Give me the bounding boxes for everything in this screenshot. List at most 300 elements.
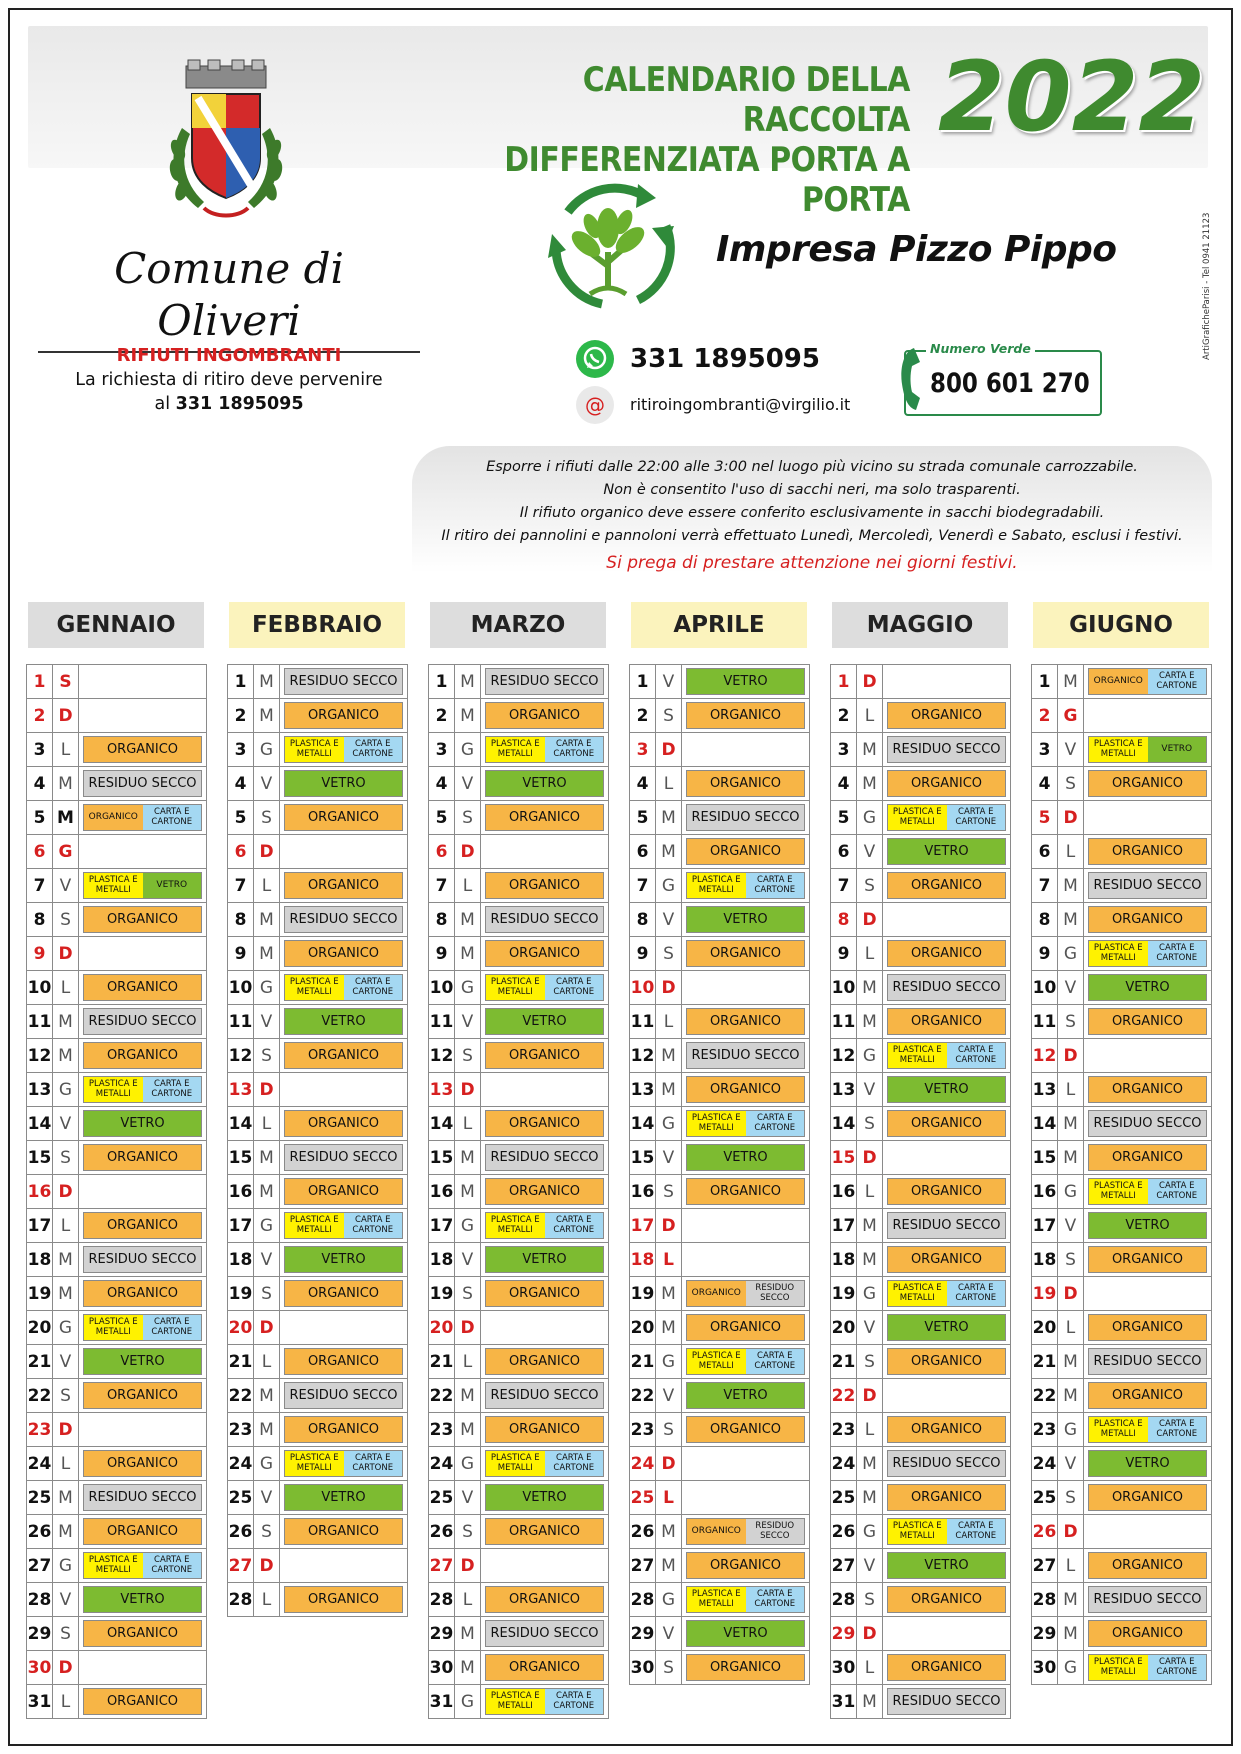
weekday-letter: M [857, 1005, 883, 1039]
collection-cell [883, 801, 1011, 835]
phone-number[interactable]: 331 1895095 [630, 344, 820, 374]
day-number: 17 [831, 1209, 857, 1243]
weekday-letter: S [254, 801, 280, 835]
collection-cell [1084, 1379, 1212, 1413]
day-number: 27 [1032, 1549, 1058, 1583]
waste-residuo-secco: RESIDUO SECCO [686, 1042, 805, 1069]
day-number: 13 [429, 1073, 455, 1107]
weekday-letter: M [254, 1141, 280, 1175]
waste-plastica-metalli: PLASTICA E METALLI [486, 1689, 545, 1714]
collection-cell [280, 1379, 408, 1413]
weekday-letter: L [254, 869, 280, 903]
waste-vetro: VETRO [686, 668, 805, 695]
weekday-letter: G [254, 1209, 280, 1243]
collection-cell [280, 937, 408, 971]
weekday-letter: L [1058, 835, 1084, 869]
collection-cell [682, 665, 810, 699]
weekday-letter: M [1058, 1583, 1084, 1617]
day-row [27, 1481, 207, 1515]
collection-cell [682, 699, 810, 733]
waste-organico: ORGANICO [887, 702, 1006, 729]
weekday-letter: M [656, 1515, 682, 1549]
collection-cell [79, 699, 207, 733]
waste-vetro: VETRO [887, 1552, 1006, 1579]
collection-cell [79, 903, 207, 937]
waste-plastica-metalli: PLASTICA E METALLI [687, 1587, 746, 1612]
weekday-letter: G [656, 1345, 682, 1379]
collection-cell [682, 1141, 810, 1175]
weekday-letter: M [254, 699, 280, 733]
day-number: 14 [831, 1107, 857, 1141]
title-line-1: CALENDARIO DELLA RACCOLTA [582, 60, 910, 140]
day-row [429, 1515, 609, 1549]
collection-cell [481, 1583, 609, 1617]
weekday-letter: D [857, 1379, 883, 1413]
weekday-letter: S [857, 1583, 883, 1617]
waste-vetro: VETRO [686, 1144, 805, 1171]
waste-organico: ORGANICO [284, 1586, 403, 1613]
day-row [1032, 1583, 1212, 1617]
waste-organico: ORGANICO [686, 1416, 805, 1443]
collection-cell [280, 1549, 408, 1583]
waste-organico: ORGANICO [1088, 1484, 1207, 1511]
weekday-letter: G [857, 801, 883, 835]
collection-cell [883, 1107, 1011, 1141]
waste-carta-cartone: CARTA E CARTONE [947, 1281, 1006, 1306]
weekday-letter: M [53, 767, 79, 801]
collection-cell [1084, 1277, 1212, 1311]
collection-cell [280, 971, 408, 1005]
waste-residuo-secco: RESIDUO SECCO [887, 1212, 1006, 1239]
day-number: 12 [429, 1039, 455, 1073]
weekday-letter: L [656, 1481, 682, 1515]
weekday-letter: M [53, 1005, 79, 1039]
day-number: 29 [630, 1617, 656, 1651]
day-row [27, 1515, 207, 1549]
numero-verde-number[interactable]: 800 601 270 [930, 368, 1090, 399]
waste-organico: ORGANICO [284, 1178, 403, 1205]
collection-cell [682, 1175, 810, 1209]
day-number: 3 [831, 733, 857, 767]
day-row [831, 767, 1011, 801]
collection-cell [682, 1311, 810, 1345]
day-number: 4 [228, 767, 254, 801]
holiday-warning: Si prega di prestare attenzione nei giorni festivi. [606, 553, 1018, 573]
day-number: 12 [831, 1039, 857, 1073]
collection-cell [280, 1107, 408, 1141]
weekday-letter: L [53, 733, 79, 767]
waste-organico: ORGANICO [1088, 838, 1207, 865]
day-row [630, 971, 810, 1005]
collection-cell [883, 971, 1011, 1005]
day-row [1032, 835, 1212, 869]
day-row [27, 1311, 207, 1345]
weekday-letter: S [656, 699, 682, 733]
day-row [429, 835, 609, 869]
weekday-letter: L [1058, 1073, 1084, 1107]
collection-cell [682, 1277, 810, 1311]
day-row [1032, 1413, 1212, 1447]
day-number: 20 [228, 1311, 254, 1345]
day-row [27, 1243, 207, 1277]
day-row [27, 1209, 207, 1243]
print-credit: ArtiGraficheParisi - Tel 0941 21123 [1202, 212, 1212, 360]
collection-cell [1084, 1175, 1212, 1209]
waste-combo [887, 1280, 1006, 1307]
waste-organico: ORGANICO [686, 1076, 805, 1103]
day-number: 7 [1032, 869, 1058, 903]
day-row [1032, 665, 1212, 699]
instruction-line: Il ritiro dei pannolini e pannoloni verrà effettuato Lunedì, Mercoledì, Venerdì e Sabato, esclusi i festivi. [441, 528, 1183, 544]
day-number: 8 [831, 903, 857, 937]
weekday-letter: S [656, 1651, 682, 1685]
day-number: 5 [1032, 801, 1058, 835]
weekday-letter: L [656, 1005, 682, 1039]
collection-cell [280, 1005, 408, 1039]
day-row [27, 1413, 207, 1447]
collection-cell [280, 1277, 408, 1311]
weekday-letter: S [455, 801, 481, 835]
coat-of-arms-icon [158, 58, 294, 228]
collection-cell [280, 665, 408, 699]
weekday-letter: M [53, 1277, 79, 1311]
waste-organico: ORGANICO [284, 1348, 403, 1375]
weekday-letter: G [53, 1549, 79, 1583]
waste-vetro: VETRO [1088, 1212, 1207, 1239]
collection-cell [79, 1651, 207, 1685]
day-number: 15 [630, 1141, 656, 1175]
day-row [1032, 733, 1212, 767]
collection-cell [682, 937, 810, 971]
waste-carta-cartone: CARTA E CARTONE [1148, 669, 1207, 694]
collection-cell [1084, 1651, 1212, 1685]
day-row [1032, 1379, 1212, 1413]
whatsapp-icon [576, 340, 614, 378]
day-number: 19 [429, 1277, 455, 1311]
day-number: 20 [1032, 1311, 1058, 1345]
waste-plastica-metalli: PLASTICA E METALLI [486, 737, 545, 762]
day-number: 13 [1032, 1073, 1058, 1107]
day-number: 13 [228, 1073, 254, 1107]
day-number: 3 [27, 733, 53, 767]
waste-residuo-secco: RESIDUO SECCO [284, 1382, 403, 1409]
collection-cell [682, 1243, 810, 1277]
day-number: 6 [27, 835, 53, 869]
collection-cell [1084, 1073, 1212, 1107]
day-row [1032, 903, 1212, 937]
day-number: 15 [831, 1141, 857, 1175]
day-number: 6 [1032, 835, 1058, 869]
weekday-letter: G [857, 1277, 883, 1311]
day-number: 4 [831, 767, 857, 801]
day-row [831, 1481, 1011, 1515]
day-row [228, 1209, 408, 1243]
waste-carta-cartone: CARTA E CARTONE [545, 975, 604, 1000]
day-row [831, 1685, 1011, 1719]
collection-cell [481, 1107, 609, 1141]
day-row [27, 1277, 207, 1311]
day-row [630, 1413, 810, 1447]
day-number: 17 [228, 1209, 254, 1243]
waste-organico: ORGANICO [485, 804, 604, 831]
waste-organico: ORGANICO [887, 872, 1006, 899]
waste-organico: ORGANICO [1088, 1382, 1207, 1409]
waste-vetro: VETRO [284, 1246, 403, 1273]
weekday-letter: M [455, 1379, 481, 1413]
day-row [630, 1073, 810, 1107]
day-row [429, 1651, 609, 1685]
collection-cell [79, 1617, 207, 1651]
collection-cell [883, 1685, 1011, 1719]
collection-cell [682, 1549, 810, 1583]
day-row [831, 1039, 1011, 1073]
month-table [227, 664, 408, 1617]
day-number: 4 [630, 767, 656, 801]
collection-cell [79, 1141, 207, 1175]
collection-cell [1084, 971, 1212, 1005]
collection-cell [280, 1311, 408, 1345]
day-number: 26 [228, 1515, 254, 1549]
collection-cell [280, 1039, 408, 1073]
day-row [630, 835, 810, 869]
day-row [1032, 1039, 1212, 1073]
day-row [27, 1651, 207, 1685]
collection-cell [481, 1685, 609, 1719]
weekday-letter: D [53, 1175, 79, 1209]
waste-organico: ORGANICO [284, 702, 403, 729]
day-row [228, 1073, 408, 1107]
day-row [630, 1175, 810, 1209]
numero-verde-label: Numero Verde [926, 341, 1035, 356]
day-row [429, 1583, 609, 1617]
day-number: 18 [630, 1243, 656, 1277]
day-number: 9 [831, 937, 857, 971]
weekday-letter: L [857, 1413, 883, 1447]
day-row [831, 1277, 1011, 1311]
waste-residuo-secco: RESIDUO SECCO [485, 1382, 604, 1409]
weekday-letter: D [254, 1549, 280, 1583]
day-row [1032, 1243, 1212, 1277]
day-row [27, 869, 207, 903]
waste-residuo-secco: RESIDUO SECCO [485, 906, 604, 933]
collection-cell [79, 1005, 207, 1039]
weekday-letter: M [53, 1515, 79, 1549]
day-number: 30 [831, 1651, 857, 1685]
waste-organico: ORGANICO [284, 804, 403, 831]
day-row [228, 1039, 408, 1073]
day-number: 3 [228, 733, 254, 767]
weekday-letter: D [857, 1617, 883, 1651]
weekday-letter: M [656, 835, 682, 869]
day-number: 18 [429, 1243, 455, 1277]
day-number: 3 [1032, 733, 1058, 767]
day-number: 27 [630, 1549, 656, 1583]
waste-carta-cartone: CARTA E CARTONE [344, 1213, 403, 1238]
weekday-letter: G [857, 1039, 883, 1073]
collection-cell [682, 903, 810, 937]
collection-cell [883, 699, 1011, 733]
collection-cell [280, 1243, 408, 1277]
waste-plastica-metalli: PLASTICA E METALLI [486, 1213, 545, 1238]
weekday-letter: D [53, 1413, 79, 1447]
day-number: 21 [1032, 1345, 1058, 1379]
waste-residuo-secco: RESIDUO SECCO [284, 1144, 403, 1171]
collection-cell [79, 1447, 207, 1481]
waste-combo [887, 1042, 1006, 1069]
collection-cell [481, 869, 609, 903]
waste-organico: ORGANICO [887, 1484, 1006, 1511]
day-row [630, 733, 810, 767]
day-number: 4 [27, 767, 53, 801]
waste-organico: ORGANICO [485, 1110, 604, 1137]
day-number: 21 [831, 1345, 857, 1379]
day-row [831, 1141, 1011, 1175]
waste-carta-cartone: CARTA E CARTONE [746, 1111, 805, 1136]
day-row [27, 1141, 207, 1175]
weekday-letter: G [53, 835, 79, 869]
collection-cell [1084, 733, 1212, 767]
day-number: 25 [831, 1481, 857, 1515]
collection-cell [883, 1311, 1011, 1345]
waste-organico: ORGANICO [284, 1416, 403, 1443]
weekday-letter: M [656, 1277, 682, 1311]
day-row [1032, 971, 1212, 1005]
collection-cell [883, 1209, 1011, 1243]
collection-cell [481, 1549, 609, 1583]
weekday-letter: M [254, 1413, 280, 1447]
day-number: 1 [228, 665, 254, 699]
collection-cell [883, 1005, 1011, 1039]
day-number: 17 [1032, 1209, 1058, 1243]
day-row [429, 1277, 609, 1311]
email-address[interactable]: ritiroingombranti@virgilio.it [630, 395, 851, 414]
weekday-letter: D [455, 1549, 481, 1583]
day-number: 20 [27, 1311, 53, 1345]
day-row [1032, 1447, 1212, 1481]
day-row [429, 801, 609, 835]
month-table [629, 664, 810, 1685]
day-row [1032, 1311, 1212, 1345]
waste-organico: ORGANICO [686, 1178, 805, 1205]
day-row [831, 1379, 1011, 1413]
waste-combo [485, 1450, 604, 1477]
waste-organico: ORGANICO [887, 1008, 1006, 1035]
day-number: 22 [429, 1379, 455, 1413]
day-number: 31 [831, 1685, 857, 1719]
day-row [1032, 699, 1212, 733]
collection-cell [481, 1141, 609, 1175]
waste-organico: ORGANICO [887, 1654, 1006, 1681]
day-row [27, 1175, 207, 1209]
day-number: 26 [429, 1515, 455, 1549]
day-row [228, 1515, 408, 1549]
day-row [27, 1345, 207, 1379]
day-row [429, 1073, 609, 1107]
weekday-letter: S [857, 1345, 883, 1379]
waste-organico: ORGANICO [83, 1042, 202, 1069]
day-row [1032, 1617, 1212, 1651]
day-row [27, 767, 207, 801]
day-number: 23 [228, 1413, 254, 1447]
collection-cell [883, 1175, 1011, 1209]
weekday-letter: D [656, 1209, 682, 1243]
waste-organico: ORGANICO [1088, 906, 1207, 933]
waste-carta-cartone: CARTA E CARTONE [143, 1077, 202, 1102]
waste-residuo-secco: RESIDUO SECCO [1088, 1110, 1207, 1137]
weekday-letter: V [857, 1073, 883, 1107]
day-row [228, 937, 408, 971]
day-number: 30 [429, 1651, 455, 1685]
weekday-letter: M [857, 1209, 883, 1243]
waste-carta-cartone: CARTA E CARTONE [545, 1451, 604, 1476]
day-row [228, 1141, 408, 1175]
waste-carta-cartone: CARTA E CARTONE [545, 1213, 604, 1238]
waste-vetro: VETRO [887, 1314, 1006, 1341]
day-number: 23 [429, 1413, 455, 1447]
waste-vetro: VETRO [485, 1484, 604, 1511]
waste-organico: ORGANICO [887, 1416, 1006, 1443]
waste-vetro: VETRO [1088, 974, 1207, 1001]
waste-residuo-secco: RESIDUO SECCO [1088, 1348, 1207, 1375]
waste-combo [887, 804, 1006, 831]
collection-cell [1084, 869, 1212, 903]
day-number: 18 [831, 1243, 857, 1277]
day-number: 10 [27, 971, 53, 1005]
day-number: 13 [630, 1073, 656, 1107]
waste-organico: ORGANICO [485, 1654, 604, 1681]
day-row [27, 665, 207, 699]
weekday-letter: G [254, 733, 280, 767]
day-row [630, 665, 810, 699]
day-number: 1 [630, 665, 656, 699]
day-number: 16 [1032, 1175, 1058, 1209]
month-header: FEBBRAIO [229, 602, 405, 648]
waste-residuo-secco: RESIDUO SECCO [746, 1281, 805, 1306]
day-number: 12 [228, 1039, 254, 1073]
waste-organico: ORGANICO [1088, 1620, 1207, 1647]
weekday-letter: D [53, 937, 79, 971]
day-number: 30 [27, 1651, 53, 1685]
day-number: 28 [27, 1583, 53, 1617]
waste-plastica-metalli: PLASTICA E METALLI [285, 1451, 344, 1476]
waste-combo [83, 1076, 202, 1103]
day-number: 23 [630, 1413, 656, 1447]
day-number: 29 [429, 1617, 455, 1651]
day-row [429, 1209, 609, 1243]
waste-carta-cartone: CARTA E CARTONE [746, 1587, 805, 1612]
day-row [27, 1617, 207, 1651]
collection-cell [280, 1073, 408, 1107]
day-row [831, 971, 1011, 1005]
day-row [27, 1073, 207, 1107]
collection-cell [481, 937, 609, 971]
weekday-letter: M [455, 1651, 481, 1685]
day-number: 15 [429, 1141, 455, 1175]
day-row [630, 767, 810, 801]
waste-plastica-metalli: PLASTICA E METALLI [285, 975, 344, 1000]
day-number: 5 [228, 801, 254, 835]
weekday-letter: D [1058, 1039, 1084, 1073]
day-number: 11 [228, 1005, 254, 1039]
weekday-letter: L [656, 767, 682, 801]
weekday-letter: G [53, 1311, 79, 1345]
collection-cell [682, 1515, 810, 1549]
day-row [429, 1345, 609, 1379]
weekday-letter: V [1058, 1447, 1084, 1481]
day-number: 8 [1032, 903, 1058, 937]
instruction-line: Il rifiuto organico deve essere conferito esclusivamente in sacchi biodegradabili. [519, 505, 1105, 521]
weekday-letter: M [455, 665, 481, 699]
